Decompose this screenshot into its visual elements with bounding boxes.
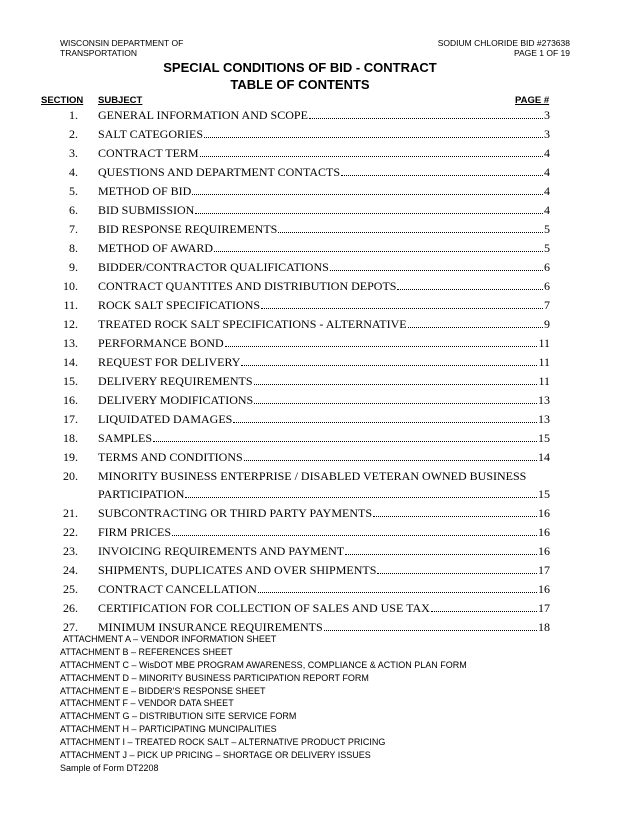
toc-entry bbox=[98, 127, 550, 142]
toc-subject: LIQUIDATED DAMAGES bbox=[98, 412, 233, 426]
toc-title: TABLE OF CONTENTS bbox=[230, 77, 370, 92]
dot-leader bbox=[431, 611, 537, 612]
toc-page-number: 16 bbox=[538, 582, 550, 596]
toc-page-number: 3 bbox=[544, 127, 550, 141]
toc-page-number: 4 bbox=[544, 165, 550, 179]
toc-section-number: 21. bbox=[63, 506, 78, 520]
toc-section-number: 22. bbox=[63, 525, 78, 539]
toc-section-number: 8. bbox=[69, 241, 78, 255]
toc-subject: CERTIFICATION FOR COLLECTION OF SALES AND USE TAX bbox=[98, 601, 430, 615]
toc-subject: CONTRACT TERM bbox=[98, 146, 199, 160]
header-page-count: PAGE 1 OF 19 bbox=[513, 48, 570, 58]
document-title: SPECIAL CONDITIONS OF BID - CONTRACT bbox=[163, 60, 437, 75]
toc-page-number: 9 bbox=[544, 317, 550, 331]
toc-page-number: 18 bbox=[538, 620, 550, 634]
dot-leader bbox=[195, 213, 543, 214]
toc-entry bbox=[98, 184, 550, 199]
attachment-item: ATTACHMENT B – REFERENCES SHEET bbox=[60, 646, 233, 657]
toc-row bbox=[0, 220, 640, 239]
toc-row bbox=[0, 106, 640, 125]
toc-page-number: 4 bbox=[544, 184, 550, 198]
toc-subject: BID SUBMISSION bbox=[98, 203, 195, 217]
toc-subject: BIDDER/CONTRACTOR QUALIFICATIONS bbox=[98, 260, 329, 274]
toc-row bbox=[0, 429, 640, 448]
attachment-item: ATTACHMENT E – BIDDER’S RESPONSE SHEET bbox=[60, 685, 266, 696]
toc-entry bbox=[98, 355, 550, 370]
column-header-page: PAGE # bbox=[515, 95, 550, 106]
toc-row bbox=[0, 523, 640, 542]
toc-page-number: 15 bbox=[538, 431, 550, 445]
toc-section-number: 25. bbox=[63, 582, 78, 596]
toc-row bbox=[0, 580, 640, 599]
toc-row bbox=[0, 182, 640, 201]
toc-page-number: 11 bbox=[538, 374, 550, 388]
header-bid-number: SODIUM CHLORIDE BID #273638 bbox=[437, 38, 570, 48]
dot-leader bbox=[278, 232, 543, 233]
toc-row bbox=[0, 277, 640, 296]
toc-entry bbox=[98, 601, 550, 616]
toc-subject: GENERAL INFORMATION AND SCOPE bbox=[98, 108, 308, 122]
toc-page-number: 6 bbox=[544, 260, 550, 274]
attachment-item: ATTACHMENT A – VENDOR INFORMATION SHEET bbox=[63, 634, 277, 644]
toc-subject: SALT CATEGORIES bbox=[98, 127, 204, 141]
dot-leader bbox=[244, 460, 537, 461]
toc-subject: ROCK SALT SPECIFICATIONS bbox=[98, 298, 261, 312]
table-of-contents bbox=[0, 106, 640, 637]
toc-row bbox=[0, 599, 640, 618]
toc-row bbox=[0, 258, 640, 277]
dot-leader bbox=[172, 535, 537, 536]
toc-entry bbox=[98, 393, 550, 408]
dot-leader bbox=[373, 516, 537, 517]
toc-row bbox=[0, 125, 640, 144]
toc-entry bbox=[98, 336, 550, 351]
toc-page-number: 5 bbox=[544, 222, 550, 236]
toc-page-number: 13 bbox=[538, 412, 550, 426]
dot-leader bbox=[233, 422, 537, 423]
toc-row bbox=[0, 144, 640, 163]
toc-entry bbox=[98, 165, 550, 180]
dot-leader bbox=[324, 630, 537, 631]
dot-leader bbox=[330, 270, 543, 271]
toc-section-number: 26. bbox=[63, 601, 78, 615]
dot-leader bbox=[185, 497, 537, 498]
toc-entry bbox=[98, 412, 550, 427]
toc-page-number: 6 bbox=[544, 279, 550, 293]
attachment-item: ATTACHMENT F – VENDOR DATA SHEET bbox=[60, 698, 234, 709]
toc-row bbox=[0, 334, 640, 353]
toc-subject: SHIPMENTS, DUPLICATES AND OVER SHIPMENTS bbox=[98, 563, 377, 577]
toc-section-number: 20. bbox=[63, 469, 78, 483]
toc-row bbox=[0, 353, 640, 372]
toc-subject: SUBCONTRACTING OR THIRD PARTY PAYMENTS bbox=[98, 506, 373, 520]
toc-section-number: 9. bbox=[69, 260, 78, 274]
toc-section-number: 2. bbox=[69, 127, 78, 141]
toc-section-number: 4. bbox=[69, 165, 78, 179]
toc-section-number: 13. bbox=[63, 336, 78, 350]
toc-page-number: 4 bbox=[544, 146, 550, 160]
toc-subject: MINIMUM INSURANCE REQUIREMENTS bbox=[98, 620, 323, 634]
toc-subject: MINORITY BUSINESS ENTERPRISE / DISABLED VETERAN OWNED BUSINESS bbox=[98, 469, 527, 483]
toc-entry bbox=[98, 525, 550, 540]
toc-row bbox=[0, 410, 640, 429]
column-header-subject: SUBJECT bbox=[98, 95, 143, 106]
dot-leader bbox=[214, 251, 543, 252]
toc-subject: REQUEST FOR DELIVERY bbox=[98, 355, 241, 369]
toc-subject-continuation: PARTICIPATION bbox=[98, 487, 185, 501]
attachment-item: ATTACHMENT J – PICK UP PRICING – SHORTAGE OR DELIVERY ISSUES bbox=[60, 750, 371, 761]
toc-row bbox=[0, 448, 640, 467]
toc-section-number: 24. bbox=[63, 563, 78, 577]
attachment-item: ATTACHMENT H – PARTICIPATING MUNCIPALITIES bbox=[60, 724, 277, 735]
toc-entry bbox=[98, 241, 550, 256]
header-right bbox=[438, 38, 570, 58]
toc-section-number: 15. bbox=[63, 374, 78, 388]
toc-subject: CONTRACT QUANTITES AND DISTRIBUTION DEPOTS bbox=[98, 279, 397, 293]
attachment-item: ATTACHMENT C – WisDOT MBE PROGRAM AWARENESS, COMPLIANCE & ACTION PLAN FORM bbox=[60, 659, 467, 670]
attachment-item: ATTACHMENT I – TREATED ROCK SALT – ALTERNATIVE PRODUCT PRICING bbox=[60, 737, 386, 748]
toc-row bbox=[0, 561, 640, 580]
toc-section-number: 16. bbox=[63, 393, 78, 407]
toc-page-number: 15 bbox=[538, 487, 550, 501]
toc-subject: CONTRACT CANCELLATION bbox=[98, 582, 257, 596]
toc-page-number: 4 bbox=[544, 203, 550, 217]
attachment-item: Sample of Form DT2208 bbox=[60, 762, 159, 773]
toc-subject: QUESTIONS AND DEPARTMENT CONTACTS bbox=[98, 165, 341, 179]
toc-entry bbox=[98, 450, 550, 465]
toc-section-number: 23. bbox=[63, 544, 78, 558]
toc-section-number: 11. bbox=[63, 298, 78, 312]
dot-leader bbox=[397, 289, 543, 290]
toc-subject: DELIVERY MODIFICATIONS bbox=[98, 393, 254, 407]
dot-leader bbox=[254, 403, 537, 404]
dot-leader bbox=[408, 327, 543, 328]
toc-subject: DELIVERY REQUIREMENTS bbox=[98, 374, 253, 388]
toc-entry bbox=[98, 431, 550, 446]
toc-row bbox=[0, 163, 640, 182]
toc-page-number: 17 bbox=[538, 601, 550, 615]
dot-leader bbox=[225, 346, 538, 347]
toc-page-number: 5 bbox=[544, 241, 550, 255]
toc-subject: INVOICING REQUIREMENTS AND PAYMENT bbox=[98, 544, 345, 558]
toc-subject: FIRM PRICES bbox=[98, 525, 172, 539]
toc-subject: PERFORMANCE BOND bbox=[98, 336, 224, 350]
dot-leader bbox=[200, 156, 543, 157]
column-header-section: SECTION bbox=[41, 95, 84, 106]
toc-page-number: 3 bbox=[544, 108, 550, 122]
header-agency-line1: WISCONSIN DEPARTMENT OF bbox=[60, 38, 184, 48]
toc-section-number: 18. bbox=[63, 431, 78, 445]
toc-entry bbox=[98, 260, 550, 275]
toc-row bbox=[0, 315, 640, 334]
dot-leader bbox=[192, 194, 543, 195]
toc-entry bbox=[98, 544, 550, 559]
toc-entry bbox=[98, 203, 550, 218]
attachment-item: ATTACHMENT D – MINORITY BUSINESS PARTICIPATION REPORT FORM bbox=[60, 672, 369, 683]
toc-section-number: 6. bbox=[69, 203, 78, 217]
dot-leader bbox=[258, 592, 537, 593]
toc-entry bbox=[98, 506, 550, 521]
toc-entry bbox=[98, 582, 550, 597]
toc-entry bbox=[98, 146, 550, 161]
toc-subject: TREATED ROCK SALT SPECIFICATIONS - ALTERNATIVE bbox=[98, 317, 407, 331]
toc-section-number: 7. bbox=[69, 222, 78, 236]
toc-section-number: 14. bbox=[63, 355, 78, 369]
toc-section-number: 5. bbox=[69, 184, 78, 198]
toc-row bbox=[0, 372, 640, 391]
toc-row bbox=[0, 391, 640, 410]
toc-entry bbox=[98, 317, 550, 332]
toc-row bbox=[0, 201, 640, 220]
toc-subject: SAMPLES bbox=[98, 431, 153, 445]
toc-page-number: 17 bbox=[538, 563, 550, 577]
attachment-list bbox=[60, 633, 467, 775]
toc-section-number: 17. bbox=[63, 412, 78, 426]
toc-entry bbox=[98, 487, 550, 502]
toc-page-number: 16 bbox=[538, 544, 550, 558]
toc-section-number: 10. bbox=[63, 279, 78, 293]
dot-leader bbox=[204, 137, 543, 138]
header-left bbox=[60, 38, 183, 58]
toc-entry bbox=[98, 298, 550, 313]
toc-row bbox=[0, 296, 640, 315]
toc-page-number: 16 bbox=[538, 506, 550, 520]
toc-row bbox=[0, 504, 640, 523]
toc-entry bbox=[98, 563, 550, 578]
dot-leader bbox=[254, 384, 538, 385]
toc-row bbox=[0, 542, 640, 561]
toc-section-number: 27. bbox=[63, 620, 78, 634]
toc-page-number: 11 bbox=[538, 336, 550, 350]
dot-leader bbox=[153, 441, 537, 442]
dot-leader bbox=[309, 118, 543, 119]
toc-entry bbox=[98, 374, 550, 389]
dot-leader bbox=[377, 573, 537, 574]
toc-page-number: 11 bbox=[538, 355, 550, 369]
toc-entry bbox=[98, 222, 550, 237]
toc-page-number: 14 bbox=[538, 450, 550, 464]
toc-page-number: 7 bbox=[544, 298, 550, 312]
toc-subject: METHOD OF AWARD bbox=[98, 241, 214, 255]
toc-page-number: 16 bbox=[538, 525, 550, 539]
attachment-item: ATTACHMENT G – DISTRIBUTION SITE SERVICE FORM bbox=[60, 711, 297, 722]
toc-subject: TERMS AND CONDITIONS bbox=[98, 450, 243, 464]
toc-section-number: 1. bbox=[69, 108, 78, 122]
toc-page-number: 13 bbox=[538, 393, 550, 407]
toc-subject: METHOD OF BID bbox=[98, 184, 192, 198]
toc-subject: BID RESPONSE REQUIREMENTS bbox=[98, 222, 278, 236]
dot-leader bbox=[261, 308, 543, 309]
toc-row bbox=[0, 239, 640, 258]
dot-leader bbox=[341, 175, 543, 176]
toc-entry bbox=[98, 108, 550, 123]
toc-section-number: 3. bbox=[69, 146, 78, 160]
header-agency-line2: TRANSPORTATION bbox=[60, 48, 137, 58]
toc-section-number: 19. bbox=[63, 450, 78, 464]
dot-leader bbox=[241, 365, 537, 366]
toc-row bbox=[0, 467, 640, 504]
toc-entry bbox=[98, 279, 550, 294]
toc-section-number: 12. bbox=[63, 317, 78, 331]
dot-leader bbox=[345, 554, 537, 555]
